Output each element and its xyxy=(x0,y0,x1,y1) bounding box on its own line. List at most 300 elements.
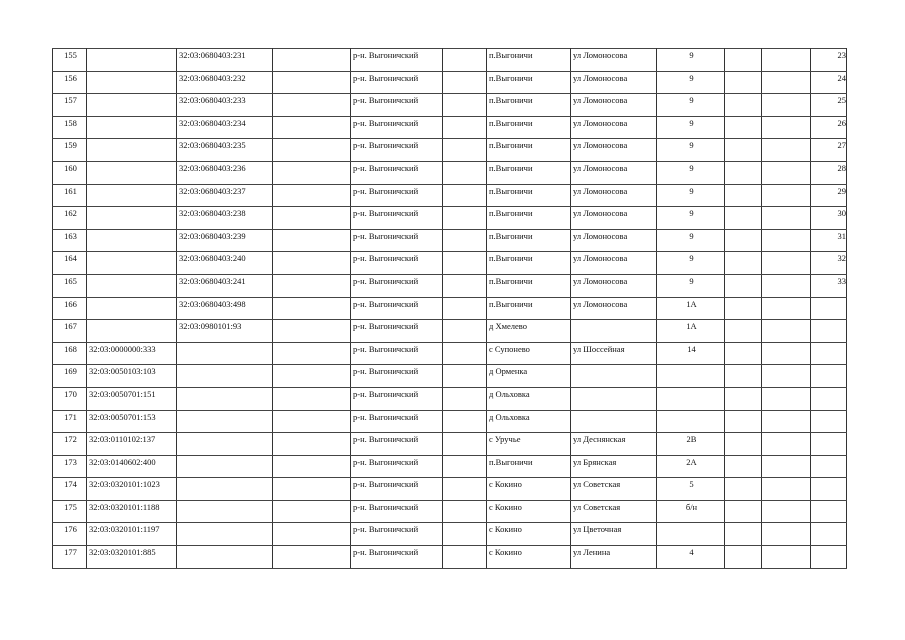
empty-cell xyxy=(762,387,811,410)
house-number-cell: 9 xyxy=(657,49,725,72)
district-cell: р-н. Выгоничский xyxy=(351,297,443,320)
table-row xyxy=(53,410,847,433)
row-number-cell: 172 xyxy=(53,433,87,456)
empty-cell xyxy=(725,365,762,388)
empty-cell xyxy=(273,387,351,410)
empty-cell xyxy=(725,49,762,72)
cadastral-number-cell xyxy=(87,49,177,72)
table-row xyxy=(53,184,847,207)
district-cell: р-н. Выгоничский xyxy=(351,523,443,546)
table-row xyxy=(53,342,847,365)
apartment-number-cell: 26 xyxy=(811,116,847,139)
row-number-cell: 155 xyxy=(53,49,87,72)
apartment-number-cell: 23 xyxy=(811,49,847,72)
street-cell: ул Ломоносова xyxy=(571,161,657,184)
table-row xyxy=(53,252,847,275)
apartment-number-cell xyxy=(811,342,847,365)
empty-cell xyxy=(273,229,351,252)
house-number-cell xyxy=(657,410,725,433)
street-cell: ул Ломоносова xyxy=(571,94,657,117)
empty-cell xyxy=(725,71,762,94)
house-number-cell: 9 xyxy=(657,161,725,184)
district-cell: р-н. Выгоничский xyxy=(351,342,443,365)
empty-cell xyxy=(762,455,811,478)
cadastral-number-cell: 32:03:0000000:333 xyxy=(87,342,177,365)
street-cell: ул Ломоносова xyxy=(571,49,657,72)
empty-cell xyxy=(443,139,487,162)
empty-cell xyxy=(725,320,762,343)
house-number-cell: б/н xyxy=(657,500,725,523)
street-cell: ул Ломоносова xyxy=(571,297,657,320)
house-number-cell: 9 xyxy=(657,229,725,252)
settlement-cell: д Хмелево xyxy=(487,320,571,343)
cadastral-number-secondary-cell xyxy=(177,342,273,365)
apartment-number-cell xyxy=(811,478,847,501)
table-row xyxy=(53,71,847,94)
empty-cell xyxy=(762,342,811,365)
district-cell: р-н. Выгоничский xyxy=(351,320,443,343)
house-number-cell xyxy=(657,387,725,410)
empty-cell xyxy=(762,116,811,139)
cadastral-number-secondary-cell xyxy=(177,455,273,478)
empty-cell xyxy=(273,433,351,456)
empty-cell xyxy=(443,161,487,184)
row-number-cell: 176 xyxy=(53,523,87,546)
apartment-number-cell xyxy=(811,500,847,523)
empty-cell xyxy=(273,523,351,546)
table-row xyxy=(53,433,847,456)
cadastral-number-secondary-cell: 32:03:0680403:236 xyxy=(177,161,273,184)
settlement-cell: п.Выгоничи xyxy=(487,116,571,139)
table-row xyxy=(53,478,847,501)
house-number-cell: 2А xyxy=(657,455,725,478)
table-row xyxy=(53,320,847,343)
empty-cell xyxy=(725,161,762,184)
street-cell: ул Ломоносова xyxy=(571,71,657,94)
house-number-cell: 9 xyxy=(657,207,725,230)
cadastral-number-secondary-cell xyxy=(177,433,273,456)
district-cell: р-н. Выгоничский xyxy=(351,49,443,72)
settlement-cell: п.Выгоничи xyxy=(487,274,571,297)
settlement-cell: п.Выгоничи xyxy=(487,455,571,478)
empty-cell xyxy=(762,94,811,117)
empty-cell xyxy=(443,229,487,252)
row-number-cell: 159 xyxy=(53,139,87,162)
district-cell: р-н. Выгоничский xyxy=(351,387,443,410)
settlement-cell: п.Выгоничи xyxy=(487,139,571,162)
empty-cell xyxy=(725,207,762,230)
house-number-cell xyxy=(657,523,725,546)
street-cell xyxy=(571,365,657,388)
district-cell: р-н. Выгоничский xyxy=(351,274,443,297)
cadastral-number-cell xyxy=(87,184,177,207)
settlement-cell: д Орменка xyxy=(487,365,571,388)
table-row xyxy=(53,455,847,478)
empty-cell xyxy=(443,455,487,478)
empty-cell xyxy=(443,387,487,410)
empty-cell xyxy=(273,297,351,320)
street-cell: ул Ленина xyxy=(571,546,657,569)
settlement-cell: с Кокино xyxy=(487,546,571,569)
table-row xyxy=(53,523,847,546)
empty-cell xyxy=(762,252,811,275)
cadastral-number-cell: 32:03:0320101:885 xyxy=(87,546,177,569)
empty-cell xyxy=(443,207,487,230)
house-number-cell: 9 xyxy=(657,252,725,275)
empty-cell xyxy=(273,116,351,139)
apartment-number-cell: 31 xyxy=(811,229,847,252)
row-number-cell: 156 xyxy=(53,71,87,94)
empty-cell xyxy=(762,71,811,94)
empty-cell xyxy=(443,320,487,343)
empty-cell xyxy=(725,297,762,320)
house-number-cell: 14 xyxy=(657,342,725,365)
district-cell: р-н. Выгоничский xyxy=(351,207,443,230)
street-cell xyxy=(571,410,657,433)
row-number-cell: 164 xyxy=(53,252,87,275)
table-row xyxy=(53,94,847,117)
cadastral-number-cell xyxy=(87,297,177,320)
street-cell: ул Ломоносова xyxy=(571,252,657,275)
street-cell: ул Ломоносова xyxy=(571,207,657,230)
empty-cell xyxy=(273,274,351,297)
empty-cell xyxy=(443,49,487,72)
cadastral-number-secondary-cell: 32:03:0980101:93 xyxy=(177,320,273,343)
cadastral-number-cell xyxy=(87,320,177,343)
cadastral-number-cell xyxy=(87,71,177,94)
row-number-cell: 163 xyxy=(53,229,87,252)
empty-cell xyxy=(273,139,351,162)
cadastral-number-secondary-cell: 32:03:0680403:233 xyxy=(177,94,273,117)
street-cell: ул Деснянская xyxy=(571,433,657,456)
settlement-cell: п.Выгоничи xyxy=(487,184,571,207)
empty-cell xyxy=(762,320,811,343)
empty-cell xyxy=(762,274,811,297)
district-cell: р-н. Выгоничский xyxy=(351,365,443,388)
street-cell: ул Ломоносова xyxy=(571,116,657,139)
empty-cell xyxy=(443,478,487,501)
empty-cell xyxy=(762,546,811,569)
house-number-cell: 9 xyxy=(657,71,725,94)
settlement-cell: п.Выгоничи xyxy=(487,94,571,117)
district-cell: р-н. Выгоничский xyxy=(351,229,443,252)
row-number-cell: 174 xyxy=(53,478,87,501)
empty-cell xyxy=(725,139,762,162)
street-cell: ул Ломоносова xyxy=(571,229,657,252)
cadastral-number-cell: 32:03:0320101:1197 xyxy=(87,523,177,546)
row-number-cell: 173 xyxy=(53,455,87,478)
district-cell: р-н. Выгоничский xyxy=(351,433,443,456)
settlement-cell: п.Выгоничи xyxy=(487,49,571,72)
empty-cell xyxy=(725,342,762,365)
table-row xyxy=(53,387,847,410)
house-number-cell xyxy=(657,365,725,388)
empty-cell xyxy=(443,365,487,388)
street-cell: ул Ломоносова xyxy=(571,184,657,207)
cadastral-number-secondary-cell xyxy=(177,387,273,410)
empty-cell xyxy=(443,94,487,117)
empty-cell xyxy=(725,433,762,456)
empty-cell xyxy=(273,94,351,117)
row-number-cell: 160 xyxy=(53,161,87,184)
empty-cell xyxy=(725,478,762,501)
empty-cell xyxy=(762,184,811,207)
district-cell: р-н. Выгоничский xyxy=(351,94,443,117)
street-cell: ул Ломоносова xyxy=(571,139,657,162)
cadastral-number-cell xyxy=(87,139,177,162)
empty-cell xyxy=(443,71,487,94)
cadastral-number-secondary-cell: 32:03:0680403:237 xyxy=(177,184,273,207)
settlement-cell: д Ольховка xyxy=(487,387,571,410)
street-cell: ул Ломоносова xyxy=(571,274,657,297)
empty-cell xyxy=(725,455,762,478)
cadastral-number-secondary-cell: 32:03:0680403:232 xyxy=(177,71,273,94)
cadastral-number-secondary-cell: 32:03:0680403:238 xyxy=(177,207,273,230)
street-cell: ул Брянская xyxy=(571,455,657,478)
row-number-cell: 157 xyxy=(53,94,87,117)
property-registry-table xyxy=(52,48,847,569)
row-number-cell: 171 xyxy=(53,410,87,433)
house-number-cell: 5 xyxy=(657,478,725,501)
empty-cell xyxy=(725,94,762,117)
cadastral-number-secondary-cell xyxy=(177,523,273,546)
district-cell: р-н. Выгоничский xyxy=(351,500,443,523)
empty-cell xyxy=(273,342,351,365)
empty-cell xyxy=(443,523,487,546)
empty-cell xyxy=(762,297,811,320)
empty-cell xyxy=(762,49,811,72)
cadastral-number-cell xyxy=(87,229,177,252)
empty-cell xyxy=(273,71,351,94)
district-cell: р-н. Выгоничский xyxy=(351,71,443,94)
empty-cell xyxy=(762,500,811,523)
table-row xyxy=(53,161,847,184)
empty-cell xyxy=(762,161,811,184)
cadastral-number-cell: 32:03:0320101:1023 xyxy=(87,478,177,501)
row-number-cell: 166 xyxy=(53,297,87,320)
cadastral-number-secondary-cell xyxy=(177,546,273,569)
cadastral-number-cell xyxy=(87,116,177,139)
empty-cell xyxy=(273,161,351,184)
row-number-cell: 165 xyxy=(53,274,87,297)
cadastral-number-secondary-cell: 32:03:0680403:235 xyxy=(177,139,273,162)
row-number-cell: 158 xyxy=(53,116,87,139)
apartment-number-cell xyxy=(811,410,847,433)
cadastral-number-secondary-cell: 32:03:0680403:234 xyxy=(177,116,273,139)
street-cell xyxy=(571,320,657,343)
empty-cell xyxy=(273,546,351,569)
empty-cell xyxy=(273,252,351,275)
house-number-cell: 9 xyxy=(657,116,725,139)
apartment-number-cell xyxy=(811,433,847,456)
district-cell: р-н. Выгоничский xyxy=(351,139,443,162)
empty-cell xyxy=(443,546,487,569)
settlement-cell: п.Выгоничи xyxy=(487,161,571,184)
cadastral-number-cell xyxy=(87,94,177,117)
empty-cell xyxy=(443,274,487,297)
row-number-cell: 170 xyxy=(53,387,87,410)
cadastral-number-cell: 32:03:0320101:1188 xyxy=(87,500,177,523)
empty-cell xyxy=(273,410,351,433)
table-row xyxy=(53,229,847,252)
table-row xyxy=(53,500,847,523)
house-number-cell: 9 xyxy=(657,274,725,297)
empty-cell xyxy=(725,274,762,297)
cadastral-number-cell: 32:03:0050103:103 xyxy=(87,365,177,388)
cadastral-number-cell: 32:03:0140602:400 xyxy=(87,455,177,478)
empty-cell xyxy=(273,49,351,72)
empty-cell xyxy=(762,523,811,546)
empty-cell xyxy=(273,478,351,501)
district-cell: р-н. Выгоничский xyxy=(351,184,443,207)
apartment-number-cell: 28 xyxy=(811,161,847,184)
row-number-cell: 177 xyxy=(53,546,87,569)
empty-cell xyxy=(443,500,487,523)
street-cell: ул Советская xyxy=(571,478,657,501)
house-number-cell: 1А xyxy=(657,297,725,320)
empty-cell xyxy=(273,500,351,523)
row-number-cell: 161 xyxy=(53,184,87,207)
settlement-cell: п.Выгоничи xyxy=(487,71,571,94)
house-number-cell: 9 xyxy=(657,94,725,117)
settlement-cell: с Кокино xyxy=(487,500,571,523)
district-cell: р-н. Выгоничский xyxy=(351,252,443,275)
settlement-cell: с Кокино xyxy=(487,523,571,546)
apartment-number-cell: 32 xyxy=(811,252,847,275)
empty-cell xyxy=(443,184,487,207)
cadastral-number-secondary-cell xyxy=(177,410,273,433)
empty-cell xyxy=(443,342,487,365)
apartment-number-cell xyxy=(811,320,847,343)
cadastral-number-secondary-cell: 32:03:0680403:241 xyxy=(177,274,273,297)
empty-cell xyxy=(762,410,811,433)
street-cell: ул Советская xyxy=(571,500,657,523)
house-number-cell: 2В xyxy=(657,433,725,456)
empty-cell xyxy=(273,455,351,478)
settlement-cell: п.Выгоничи xyxy=(487,252,571,275)
table-row xyxy=(53,274,847,297)
empty-cell xyxy=(725,184,762,207)
cadastral-number-cell xyxy=(87,252,177,275)
street-cell: ул Цветочная xyxy=(571,523,657,546)
table-row xyxy=(53,297,847,320)
empty-cell xyxy=(725,410,762,433)
row-number-cell: 175 xyxy=(53,500,87,523)
settlement-cell: с Кокино xyxy=(487,478,571,501)
empty-cell xyxy=(725,116,762,139)
apartment-number-cell: 30 xyxy=(811,207,847,230)
empty-cell xyxy=(762,139,811,162)
empty-cell xyxy=(725,387,762,410)
cadastral-number-secondary-cell xyxy=(177,478,273,501)
row-number-cell: 167 xyxy=(53,320,87,343)
empty-cell xyxy=(762,207,811,230)
cadastral-number-secondary-cell xyxy=(177,500,273,523)
empty-cell xyxy=(443,116,487,139)
empty-cell xyxy=(443,297,487,320)
cadastral-number-secondary-cell: 32:03:0680403:239 xyxy=(177,229,273,252)
empty-cell xyxy=(762,433,811,456)
apartment-number-cell: 29 xyxy=(811,184,847,207)
empty-cell xyxy=(273,184,351,207)
empty-cell xyxy=(725,252,762,275)
apartment-number-cell: 33 xyxy=(811,274,847,297)
table-row xyxy=(53,365,847,388)
settlement-cell: с Супонево xyxy=(487,342,571,365)
district-cell: р-н. Выгоничский xyxy=(351,116,443,139)
table-row xyxy=(53,207,847,230)
apartment-number-cell xyxy=(811,297,847,320)
settlement-cell: д Ольховка xyxy=(487,410,571,433)
apartment-number-cell: 25 xyxy=(811,94,847,117)
apartment-number-cell: 24 xyxy=(811,71,847,94)
empty-cell xyxy=(762,365,811,388)
cadastral-number-cell xyxy=(87,274,177,297)
cadastral-number-cell xyxy=(87,161,177,184)
district-cell: р-н. Выгоничский xyxy=(351,478,443,501)
empty-cell xyxy=(443,252,487,275)
empty-cell xyxy=(725,229,762,252)
apartment-number-cell xyxy=(811,455,847,478)
empty-cell xyxy=(273,365,351,388)
empty-cell xyxy=(273,207,351,230)
table-body xyxy=(53,49,847,569)
apartment-number-cell xyxy=(811,523,847,546)
cadastral-number-secondary-cell: 32:03:0680403:498 xyxy=(177,297,273,320)
cadastral-number-cell: 32:03:0050701:153 xyxy=(87,410,177,433)
table-row xyxy=(53,49,847,72)
apartment-number-cell: 27 xyxy=(811,139,847,162)
settlement-cell: п.Выгоничи xyxy=(487,297,571,320)
district-cell: р-н. Выгоничский xyxy=(351,161,443,184)
row-number-cell: 168 xyxy=(53,342,87,365)
empty-cell xyxy=(273,320,351,343)
settlement-cell: п.Выгоничи xyxy=(487,229,571,252)
district-cell: р-н. Выгоничский xyxy=(351,410,443,433)
apartment-number-cell xyxy=(811,365,847,388)
house-number-cell: 9 xyxy=(657,184,725,207)
empty-cell xyxy=(725,500,762,523)
empty-cell xyxy=(443,433,487,456)
cadastral-number-secondary-cell: 32:03:0680403:240 xyxy=(177,252,273,275)
empty-cell xyxy=(443,410,487,433)
settlement-cell: п.Выгоничи xyxy=(487,207,571,230)
table-row xyxy=(53,116,847,139)
house-number-cell: 4 xyxy=(657,546,725,569)
cadastral-number-cell: 32:03:0110102:137 xyxy=(87,433,177,456)
apartment-number-cell xyxy=(811,546,847,569)
street-cell: ул Шоссейная xyxy=(571,342,657,365)
empty-cell xyxy=(725,546,762,569)
row-number-cell: 162 xyxy=(53,207,87,230)
district-cell: р-н. Выгоничский xyxy=(351,455,443,478)
apartment-number-cell xyxy=(811,387,847,410)
empty-cell xyxy=(762,478,811,501)
table-row xyxy=(53,546,847,569)
cadastral-number-secondary-cell xyxy=(177,365,273,388)
empty-cell xyxy=(725,523,762,546)
cadastral-number-secondary-cell: 32:03:0680403:231 xyxy=(177,49,273,72)
empty-cell xyxy=(762,229,811,252)
house-number-cell: 1А xyxy=(657,320,725,343)
street-cell xyxy=(571,387,657,410)
settlement-cell: с Уручье xyxy=(487,433,571,456)
house-number-cell: 9 xyxy=(657,139,725,162)
cadastral-number-cell xyxy=(87,207,177,230)
district-cell: р-н. Выгоничский xyxy=(351,546,443,569)
row-number-cell: 169 xyxy=(53,365,87,388)
table-row xyxy=(53,139,847,162)
